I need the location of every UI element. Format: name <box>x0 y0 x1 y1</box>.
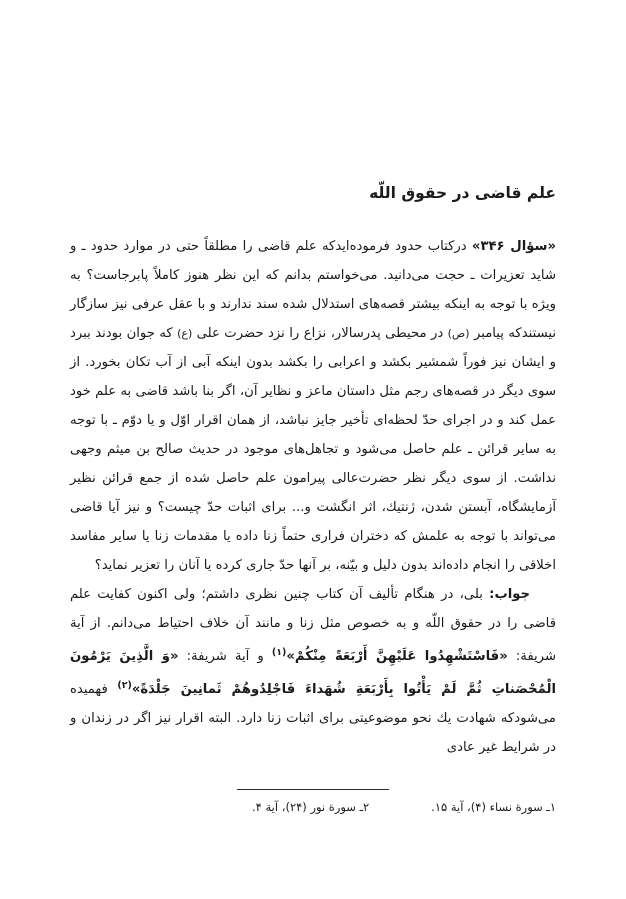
question-text-part-2: در محيطى پدرسالار، نزاع را نزد حضرت على <box>192 326 448 341</box>
footnote-1: ۱ـ سورة نساء (۴)، آية ۱۵. <box>431 800 556 814</box>
prophet-honorific-symbol: (ص) <box>447 327 470 340</box>
answer-text-part-1: بلى، در هنگام تأليف آن كتاب چنين نظرى داشتم؛ ولى اكنون كفايت علم قاضى را در حقوق اللّه و به خصوص مثل زنا و مانند آن خلاف احتياط مى‌دانم. از آية شريفة: <box>70 587 557 664</box>
question-text-part-3: كه جوان بودند ببرد و ايشان نيز فوراً شمشير بكشد و اعرابى را بكشد بدون اينكه آبى از آب تكان بخورد. از سوى ديگر در قصه‌هاى رجم مثل داستان ماعز و نظاير آن، اگر بنا باشد قاضى به علم خود عمل كند و در اجراى حدّ لحظه‌اى تأخير جايز نباشد، از همان اقرار اوّل و يا دوّم ـ با توجه به ساير قرائن ـ علم حاصل مى‌شود و تجاهل‌هاى موجود در حديث صالح بن ميثم وجهى نداشت. از سوى ديگر نظر حضرت‌عالى پيرامون علم حاصل شده از جمع قرائن نظير آزمايشگاه، آبستن شدن، ژنتيك، اثر انگشت و... براى اثبات حدّ چيست؟ و نيز آيا قاضى مى‌تواند با توجه به علمش كه دختران فرارى حتماً زنا داده يا مقدمات زنا يا ساير مفاسد اخلاقى را انجام داده‌اند بدون دليل و بيّنه، بر آنها حدّ جارى كرده يا آنان را تعزير نمايد؟ <box>70 326 556 573</box>
quran-verse-1: «فَاسْتَشْهِدُوا عَلَيْهِنَّ أَرْبَعَةً مِنْكُمْ» <box>286 649 508 664</box>
answer-label: جواب: <box>489 587 530 602</box>
answer-text-part-3: فهميده مى‌شودكه شهادت يك نحو موضوعيتى براى اثبات زنا دارد. البته اقرار نيز اگر در زندان و در شرايط غير عادى <box>70 682 556 755</box>
imam-honorific-symbol: (ع) <box>177 327 193 340</box>
quran-verse-2: «وَ الَّذِينَ يَرْمُونَ الْمُحْصَناتِ ثُمَّ لَمْ يَأْتُوا بِأَرْبَعَةِ شُهَداءَ فَاجْلِدُوهُمْ ثَمانِينَ جَلْدَةً» <box>70 649 556 697</box>
footnote-marker-2: (۲) <box>117 680 132 691</box>
answer-text-part-2: و آية شريفة: <box>178 649 272 664</box>
footnotes-section <box>70 789 556 815</box>
footnote-2: ۲ـ سورة نور (۲۴)، آية ۴. <box>252 800 370 814</box>
footnote-row <box>70 799 556 815</box>
question-paragraph <box>70 232 556 580</box>
page-title: علم قاضى در حقوق اللّه <box>369 184 556 202</box>
footnote-marker-1: (۱) <box>271 647 287 658</box>
footnote-separator-line <box>237 789 389 790</box>
answer-paragraph <box>70 580 556 762</box>
question-text-part-1: دركتاب حدود فرموده‌ايدكه علم قاضى را مطلقاً حتى در موارد حدود ـ و شايد تعزيرات ـ حجت مى‌دانيد. مى‌خواستم بدانم كه اين نظر هنوز كاملاً پابرجاست؟ به ويژه با توجه به اينكه بيشتر قصه‌هاى استدلال شده سند ندارند و با عقل عرفى نيز سازگار نيستندكه پيامبر <box>70 239 556 341</box>
question-number-label: «سؤال ۳۴۶» <box>471 239 556 254</box>
